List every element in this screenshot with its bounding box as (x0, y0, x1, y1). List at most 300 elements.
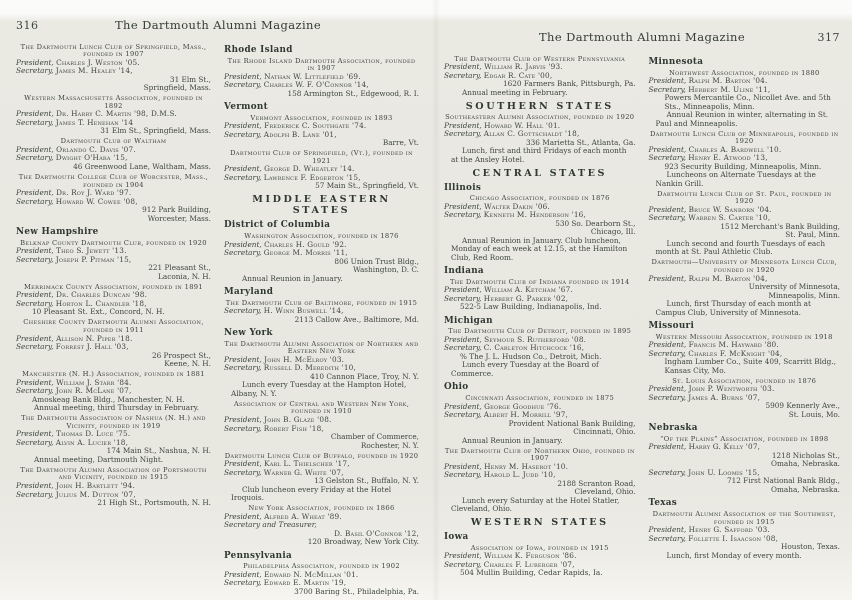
club-entry (224, 341, 419, 399)
club-entry (649, 191, 841, 257)
club-entry (649, 259, 841, 317)
officer-label: Secretary, (16, 66, 56, 76)
officer-label: Secretary, (224, 172, 264, 182)
club-entry (649, 70, 841, 129)
officer-name: Dwight O'Hara '15, (55, 153, 128, 163)
state-heading: Iowa (444, 532, 469, 543)
page-header (16, 18, 420, 32)
club-entry (16, 284, 211, 317)
officer-name: Herbert M. Uline '11, (688, 84, 771, 94)
officer-label: President, (444, 285, 485, 295)
officer-label: Secretary, (648, 392, 689, 402)
officer-name: Henry E. Atwood '13, (688, 153, 768, 163)
officer-name: Howard W. Cowee '08, (55, 196, 138, 206)
officer-label: President, (444, 120, 485, 130)
address-line: 57 Main St., Springfield, Vt. (315, 181, 419, 191)
note-line: Annual meeting, third Thursday in February. (34, 403, 200, 413)
officer-name: James A. Burns '07, (688, 392, 761, 402)
officer-name: John H. Bartlett '94. (56, 481, 135, 490)
club-title: Southeastern Alumni Association, founded in 1920 (445, 113, 635, 122)
address-line: Worcester, Mass. (147, 213, 211, 223)
address-line: Laconia, N. H. (158, 271, 211, 281)
officer-label: President, (224, 239, 265, 249)
club-title: Dartmouth Alumni Association of the Southwest, founded in 1915 (652, 509, 836, 526)
address-line: 3700 Baring St., Philadelphia, Pa. (294, 586, 419, 596)
club-title: Merrimack County Association, founded in 1891 (23, 282, 204, 291)
officer-label: President, (444, 401, 485, 411)
officer-label: President, (16, 377, 57, 387)
officer-name: Dr. Charles Duncan '98. (56, 290, 148, 300)
club-title: Dartmouth—University of Minnesota Lunch Club, founded in 1920 (651, 258, 837, 275)
club-entry (224, 453, 419, 503)
note-line: Annual Reunion in January. (462, 435, 563, 445)
address-line: 806 Union Trust Bldg., (334, 256, 419, 266)
officer-label: Secretary, (16, 386, 56, 396)
officer-name: Forrest J. Hall '03, (55, 342, 129, 352)
officer-name: George M. Morris '11, (263, 248, 348, 258)
club-title: The Dartmouth Association of Nashua (N. H.) and Vicinity, founded in 1919 (21, 414, 206, 430)
club-title: Manchester (N. H.) Association, founded in 1881 (22, 370, 205, 379)
officer-label: President, (16, 246, 57, 256)
club-title: Dartmouth Lunch Club of Buffalo, founded in 1920 (224, 451, 419, 460)
officer-name: Horton L. Chandler '18, (55, 298, 147, 308)
officer-label: President, (444, 551, 485, 561)
region-heading: SOUTHERN STATES (465, 100, 614, 112)
note-line: Lunch, first Thursday of each month at Campus Club, University of Minnesota. (655, 299, 811, 317)
officer-label: Secretary, (648, 348, 689, 358)
address-line: 336 Marietta St., Atlanta, Ga. (525, 137, 636, 147)
note-line: Lunch every Tuesday at the Hampton Hotel, Albany, N. Y. (231, 380, 407, 398)
club-title: Association of Central and Western New York, founded in 1910 (233, 399, 410, 416)
officer-label: President, (16, 109, 57, 119)
officer-name: Walter Dakin '06. (484, 201, 551, 211)
officer-name: Follette I. Isaacson '08, (688, 533, 779, 543)
address-line: 504 Mullin Building, Cedar Rapids, Ia. (460, 568, 603, 578)
club-entry (444, 195, 636, 262)
club-entry (224, 563, 419, 596)
officer-label: President, (648, 204, 689, 214)
officer-label: Secretary, (648, 153, 689, 163)
club-title: “Of the Plains” Association, founded in 1898 (660, 434, 829, 443)
club-title: Dartmouth Lunch Club of Minneapolis, founded in 1920 (650, 129, 839, 146)
officer-label: President, (224, 511, 265, 521)
officer-name: William A. Ketcham '67. (484, 285, 573, 295)
officer-name: Kenneth M. Henderson '16, (483, 210, 587, 220)
page-columns (16, 41, 420, 596)
officer-label: Secretary, (444, 210, 484, 220)
officer-name: John H. McElroy '03. (264, 354, 345, 364)
club-entry (16, 415, 211, 464)
address-line: 26 Prospect St., (151, 350, 211, 360)
address-line: Washington, D. C. (353, 265, 419, 275)
address-line: Ingham Lumber Co., Suite 409, Scarritt Bldg., Kansas City, Mo. (664, 357, 836, 375)
officer-name: Allan C. Gottschaldt '18, (483, 129, 580, 139)
note-line: Annual Reunion in winter, alternating in St. Paul and Minneapolis. (655, 110, 829, 128)
club-entry (224, 401, 419, 450)
address-line: 712 First National Bank Bldg., (726, 476, 840, 486)
officer-label: President, (16, 429, 57, 439)
officer-label: Secretary, (224, 363, 264, 373)
address-line: D. Basil O'Connor '12, (334, 528, 419, 538)
officer-label: Secretary, (16, 153, 56, 163)
officer-label: President, (648, 144, 689, 154)
club-title: Vermont Association, founded in 1893 (250, 113, 393, 122)
club-entry (16, 467, 211, 508)
officer-label: President, (444, 201, 485, 211)
officer-name: Dr. Roy J. Ward '97. (56, 188, 132, 198)
club-entry (224, 233, 419, 283)
address-line: Chicago, Ill. (590, 227, 636, 237)
officer-name: John B. Glaze '08. (264, 415, 332, 425)
address-line: 13 Gelston St., Buffalo, N. Y. (314, 476, 419, 486)
address-line: 21 High St., Portsmouth, N. H. (97, 498, 211, 507)
club-entry (444, 395, 636, 445)
club-title: Chicago Association, founded in 1876 (469, 194, 610, 203)
club-entry (649, 131, 841, 189)
state-heading: Illinois (444, 182, 482, 193)
note-line: Lunch every Tuesday at the Board of Commerce. (451, 360, 599, 378)
club-title: New York Association, founded in 1866 (248, 504, 395, 513)
officer-label: Secretary, (444, 470, 484, 480)
address-line: St. Louis, Mo. (788, 409, 840, 419)
officer-label: Secretary, (648, 533, 689, 543)
address-line: Houston, Texas. (780, 542, 840, 552)
officer-name: Seymour S. Rutherford '08. (484, 334, 587, 344)
club-entry (649, 334, 841, 376)
page-number: 316 (16, 19, 39, 32)
address-line: 522-5 Law Building, Indianapolis, Ind. (460, 302, 602, 312)
officer-name: Harold L. Judd '10, (483, 470, 556, 480)
address-line: University of Minnesota, (748, 282, 840, 292)
officer-name: Alvin A. Lucier '18, (55, 437, 129, 447)
club-title: Dartmouth Club of Waltham (60, 137, 167, 146)
officer-name: Harry G. Kelly '07, (688, 442, 761, 452)
officer-label: President, (224, 121, 265, 131)
region-heading: CENTRAL STATES (472, 167, 608, 179)
region-heading: MIDDLE EASTERN STATES (252, 194, 391, 217)
officer-label: President, (648, 76, 689, 86)
officer-name: James T. Henehan '14 (55, 117, 134, 127)
club-entry (444, 56, 636, 98)
officer-label: Secretary, (16, 489, 56, 499)
officer-name: John P. Wentworth '03. (688, 384, 775, 394)
officer-label: President, (224, 459, 265, 469)
address-line: Powers Mercantile Co., Nicollet Ave. and 5th Sts., Minneapolis, Minn. (664, 93, 831, 111)
officer-label: Secretary, (648, 467, 689, 477)
officer-name: Karl L. Thielscher '17, (264, 459, 350, 469)
address-line: 10 Pleasant St. Ext., Concord, N. H. (32, 307, 165, 317)
address-line: Cleveland, Ohio. (574, 487, 636, 497)
officer-label: President, (224, 71, 265, 81)
club-title: Cincinnati Association, founded in 1875 (465, 393, 615, 402)
officer-label: Secretary, (224, 80, 264, 90)
club-title: The Dartmouth College Club of Worcester, Mass., founded in 1904 (18, 172, 209, 189)
officer-label: President, (444, 334, 485, 344)
officer-label: Secretary, (16, 117, 56, 127)
officer-name: George Goodhue '76. (484, 401, 562, 411)
officer-name: Charles H. Gould '92. (264, 239, 347, 249)
address-line: 1512 Merchant's Bank Building, (720, 221, 840, 231)
officer-name: Edgar R. Cate '00, (483, 70, 553, 80)
officer-label: President, (16, 481, 57, 490)
club-entry (224, 115, 419, 148)
club-entry (444, 448, 636, 514)
officer-label: Secretary, (224, 248, 264, 258)
club-entry (16, 319, 211, 368)
club-entry (16, 95, 211, 136)
officer-name: George D. Wheatley '14. (264, 164, 355, 174)
club-entry (16, 174, 211, 223)
officer-label: President, (444, 62, 485, 72)
state-heading: Ohio (444, 382, 469, 393)
club-entry (16, 371, 211, 413)
officer-name: Henry M. Haserot '10. (484, 461, 569, 471)
officer-name: Dr. Harry C. Martin '98, D.M.S. (56, 109, 177, 119)
address-line: 46 Greenwood Lane, Waltham, Mass. (73, 161, 211, 171)
officer-label: President, (224, 354, 265, 364)
state-heading: Michigan (444, 315, 493, 326)
address-line: Amoskeag Bank Bldg., Manchester, N. H. (32, 394, 185, 404)
club-entry (224, 300, 419, 325)
club-entry (649, 378, 841, 420)
officer-name: Theo S. Jewett '13. (56, 246, 127, 256)
officer-name: Charles A. Bardwell '10. (688, 144, 782, 154)
officer-label: President, (16, 333, 57, 343)
club-entry (444, 279, 636, 312)
club-entry (16, 44, 211, 93)
officer-label: Secretary, (16, 342, 56, 352)
officer-name: Charles F. McKnight '04, (688, 348, 783, 358)
club-title: Western Massachusetts Association, founded in 1892 (24, 94, 203, 110)
officer-label: Secretary, (224, 423, 264, 433)
club-title: Washington Association, founded in 1876 (244, 231, 399, 240)
officer-name: Edward N. McMillan '01. (264, 569, 359, 579)
state-heading: Missouri (648, 321, 695, 332)
officer-label: President, (16, 144, 57, 154)
officer-label: Secretary, (224, 467, 264, 477)
magazine-title: The Dartmouth Alumni Magazine (538, 30, 746, 44)
officer-name: C. Carleton Hitchcock '16, (483, 343, 585, 353)
address-line: 120 Broadway, New York City. (307, 537, 419, 547)
club-title: The Dartmouth Club of Northern Ohio, founded in 1907 (444, 446, 635, 463)
state-heading: New York (224, 328, 273, 339)
officer-label: President, (224, 415, 265, 425)
state-heading: Texas (648, 498, 678, 509)
club-title: The Dartmouth Club of Baltimore, founded in 1915 (225, 298, 418, 307)
club-title: Western Missouri Association, founded in 1918 (655, 332, 833, 341)
officer-label: President, (648, 384, 689, 394)
magazine-title: The Dartmouth Alumni Magazine (114, 18, 322, 32)
officer-label: Secretary and Treasurer, (224, 520, 317, 530)
officer-label: Secretary, (444, 343, 484, 353)
note-line: Annual meeting, Dartmouth Night. (34, 454, 164, 464)
note-line: Club luncheon every Friday at the Hotel Iroquois. (231, 484, 392, 503)
page-header (444, 30, 840, 44)
club-entry (16, 138, 211, 171)
officer-name: John R. McLane '07, (55, 386, 132, 396)
club-title: Dartmouth Club of Springfield, (Vt.), founded in 1921 (230, 149, 413, 165)
officer-name: Lawrence F. Edgerton '15, (263, 172, 361, 182)
officer-name: Russell D. Meredith '10, (263, 363, 357, 373)
address-line: 221 Pleasant St., (148, 263, 211, 273)
officer-label: Secretary, (16, 437, 56, 447)
state-heading: District of Columbia (224, 220, 331, 231)
officer-label: President, (648, 442, 689, 452)
text-column (16, 41, 211, 596)
club-entry (444, 545, 636, 578)
address-line: Rochester, N. Y. (360, 440, 419, 450)
officer-label: President, (224, 164, 265, 174)
state-heading: Minnesota (648, 57, 704, 67)
officer-label: Secretary, (444, 410, 484, 420)
address-line: Omaha, Nebraska. (771, 484, 840, 494)
officer-name: Joseph P. Pitman '15, (55, 254, 132, 264)
club-entry (444, 114, 636, 164)
address-line: 410 Cannon Place, Troy, N. Y. (310, 371, 419, 381)
officer-label: Secretary, (16, 298, 56, 308)
officer-name: Henry G. Safford '03. (688, 525, 770, 535)
officer-name: Charles J. Weston '05. (56, 57, 140, 67)
officer-label: President, (444, 461, 485, 471)
club-title: The Rhode Island Dartmouth Association, founded in 1907 (227, 56, 416, 73)
address-line: 31 Elm St., Springfield, Mass. (100, 126, 211, 136)
page-gutter-crease (432, 0, 440, 600)
address-line: 5909 Kennerly Ave., (765, 401, 840, 411)
magazine-page-317 (444, 30, 840, 578)
text-column (224, 41, 419, 596)
officer-name: Adolph B. Lane '01, (263, 129, 337, 139)
club-title: St. Louis Association, founded in 1876 (672, 376, 817, 385)
address-line: 31 Elm St., (169, 74, 211, 84)
officer-label: Secretary, (224, 129, 264, 139)
magazine-page-316 (16, 18, 420, 596)
address-line: Omaha, Nebraska. (771, 459, 840, 469)
officer-label: President, (16, 290, 57, 300)
address-line: 912 Park Building, (142, 205, 211, 215)
state-heading: Pennsylvania (224, 550, 293, 561)
note-line: Annual Reunion in January. Club luncheon, Monday of each week at 12.15, at the Hamilton Club, Red Room. (451, 235, 628, 262)
officer-label: Secretary, (16, 254, 56, 264)
officer-name: Robert Fish '18, (263, 423, 324, 433)
address-line: 1218 Nicholas St., (771, 450, 840, 460)
officer-name: James M. Healey '14, (55, 66, 133, 76)
officer-name: William K. Ferguson '86. (484, 551, 577, 561)
page-number: 317 (817, 31, 840, 44)
address-line: Barre, Vt. (382, 138, 419, 148)
officer-name: William R. Jarvis '93. (484, 62, 563, 72)
text-column (649, 53, 841, 578)
officer-name: Albert H. Morrill '97, (483, 410, 569, 420)
state-heading: Nebraska (648, 423, 698, 434)
officer-label: Secretary, (444, 559, 484, 569)
officer-label: President, (16, 188, 57, 198)
officer-name: Thomas D. Luce '75. (56, 429, 131, 439)
officer-label: President, (648, 525, 689, 535)
club-title: The Dartmouth Club of Western Pennsylvania (454, 54, 626, 63)
state-heading: Vermont (224, 102, 268, 113)
officer-name: Ralph M. Barton '04. (688, 76, 768, 86)
officer-name: Nathan W. Littlefield '69. (264, 71, 361, 81)
officer-label: Secretary, (648, 213, 689, 223)
address-line: Provident National Bank Building, (508, 418, 636, 428)
officer-name: H. Winn Buswell '14, (263, 306, 344, 316)
club-entry (224, 58, 419, 99)
address-line: Cincinnati, Ohio. (573, 427, 636, 437)
state-heading: New Hampshire (16, 227, 99, 238)
note-line: Lunch, first Monday of every month. (666, 550, 802, 560)
page-columns (444, 53, 840, 578)
state-heading: Maryland (224, 287, 274, 298)
officer-label: Secretary, (444, 129, 484, 139)
club-title: Belknap County Dartmouth Club, founded in 1920 (20, 238, 207, 247)
club-entry (16, 240, 211, 282)
state-heading: Rhode Island (224, 45, 293, 55)
officer-label: Secretary, (444, 70, 484, 80)
address-line: 174 Main St., Nashua, N. H. (106, 446, 211, 456)
address-line: 2113 Callow Ave., Baltimore, Md. (294, 314, 419, 324)
club-title: The Dartmouth Alumni Association of Northern and Eastern New York (224, 339, 419, 356)
officer-name: Warren S. Carter '10, (688, 213, 771, 223)
club-title: Dartmouth Lunch Club of St. Paul, founded in 1920 (657, 189, 832, 206)
address-line: 1620 Farmers Bank, Pittsburgh, Pa. (502, 79, 636, 89)
address-line: Chamber of Commerce, (330, 432, 419, 442)
note-line: Lunch every Saturday at the Hotel Statler, Cleveland, Ohio. (451, 495, 620, 514)
officer-name: Orlando C. Davis '07. (56, 144, 136, 154)
club-title: The Dartmouth Club of Detroit, founded in 1895 (448, 327, 632, 336)
officer-name: Bruce W. Sanborn '04. (688, 204, 772, 214)
officer-name: Charles F. Luberger '07, (483, 559, 575, 569)
club-title: Cheshire County Dartmouth Alumni Association, founded in 1911 (23, 318, 204, 334)
region-heading: WESTERN STATES (470, 517, 609, 529)
address-line: 2188 Scranton Road, (557, 478, 636, 488)
club-entry (224, 150, 419, 191)
officer-name: Julius M. Dutton '07, (55, 489, 136, 499)
club-title: The Dartmouth Alumni Association of Portsmouth and Vicinity, founded in 1915 (20, 465, 207, 482)
note-line: Annual meeting in February. (462, 87, 568, 97)
officer-label: Secretary, (16, 196, 56, 206)
officer-name: Herbert G. Parker '02, (483, 293, 569, 303)
officer-label: Secretary, (444, 293, 484, 303)
officer-name: Allison N. Piper '18. (56, 333, 133, 343)
address-line: 530 So. Dearborn St., (555, 218, 636, 228)
address-line: 158 Armington St., Edgewood, R. I. (287, 88, 419, 98)
club-title: The Dartmouth Club of Indiana founded in 1914 (449, 277, 630, 286)
officer-name: Frederick C. Southgate '74. (264, 121, 367, 131)
officer-name: William J. Starr '84. (56, 377, 132, 387)
address-line: Springfield, Mass. (143, 83, 211, 93)
officer-label: President, (16, 57, 57, 67)
club-title: Association of Iowa, founded in 1915 (470, 543, 609, 552)
club-title: The Dartmouth Lunch Club of Springfield, Mass., founded in 1907 (20, 42, 207, 59)
officer-name: Charles W. F. O'Connor '14, (263, 80, 369, 90)
club-entry (224, 505, 419, 547)
text-column (444, 53, 636, 578)
officer-label: Secretary, (224, 578, 264, 588)
note-line: Luncheons on Alternate Tuesdays at the Nankin Grill. (655, 170, 816, 188)
officer-name: John U. Loomis '15, (688, 467, 760, 477)
officer-label: President, (224, 569, 265, 579)
officer-name: Francis M. Hayward '80. (688, 340, 779, 350)
address-line: St. Paul, Minn. (785, 230, 840, 240)
address-line: Keene, N. H. (164, 359, 211, 369)
club-entry (649, 511, 841, 560)
note-line: Lunch second and fourth Tuesdays of each month at St. Paul Athletic Club. (655, 238, 826, 257)
officer-name: Edward E. Martin '19, (263, 578, 347, 588)
club-title: Northwest Association, founded in 1880 (668, 68, 820, 77)
club-entry (444, 328, 636, 378)
officer-label: Secretary, (648, 84, 689, 94)
officer-name: Ralph M. Barton '04, (688, 273, 768, 283)
